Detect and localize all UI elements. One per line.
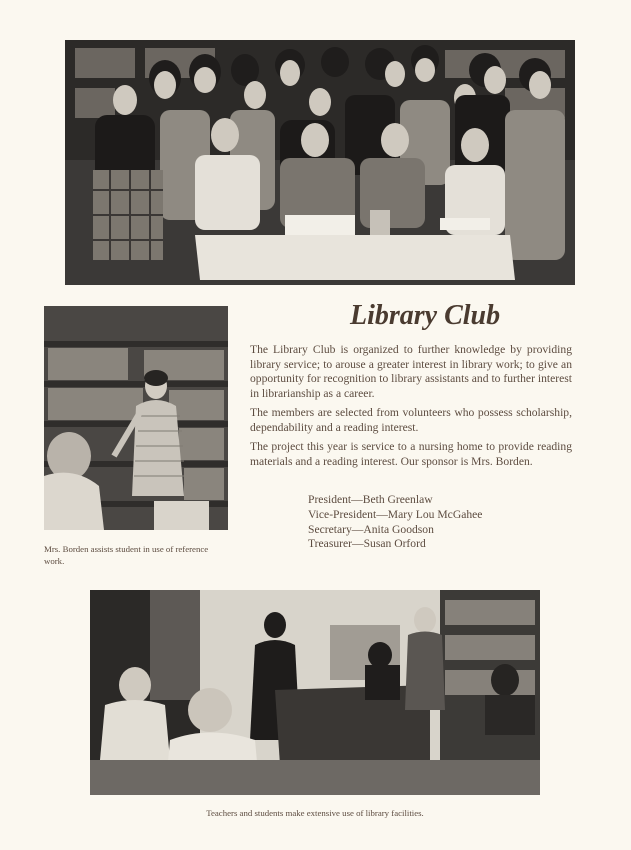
officer-vice-president: Vice-President—Mary Lou McGahee bbox=[308, 507, 483, 521]
reference-photo-image bbox=[44, 306, 228, 530]
description-paragraph: The Library Club is organized to further knowledge by providing library service; to arouse a greater interest in library work; to give an opportunity for recognition to library assistants and to further interest in librarianship as a career. bbox=[250, 343, 572, 400]
reference-photo-caption: Mrs. Borden assists student in use of reference work. bbox=[44, 544, 209, 566]
facilities-photo-image bbox=[90, 590, 540, 795]
officer-treasurer: Treasurer—Susan Orford bbox=[308, 537, 426, 551]
reference-photo bbox=[44, 306, 228, 530]
description-paragraph: The project this year is service to a nursing home to provide reading materials and a reading interest. Our sponsor is Mrs. Borden. bbox=[250, 440, 572, 468]
description-paragraph: The members are selected from volunteers who possess scholarship, dependability and a reading interest. bbox=[250, 406, 572, 434]
officer-secretary: Secretary—Anita Goodson bbox=[308, 522, 434, 536]
page-title: Library Club bbox=[350, 300, 501, 331]
officers-list bbox=[308, 493, 482, 552]
club-description bbox=[250, 343, 572, 474]
group-photo-image bbox=[65, 40, 575, 285]
facilities-photo bbox=[90, 590, 540, 795]
officer-president: President—Beth Greenlaw bbox=[308, 493, 433, 506]
group-photo bbox=[65, 40, 575, 285]
facilities-photo-caption: Teachers and students make extensive use of library facilities. bbox=[206, 808, 424, 818]
